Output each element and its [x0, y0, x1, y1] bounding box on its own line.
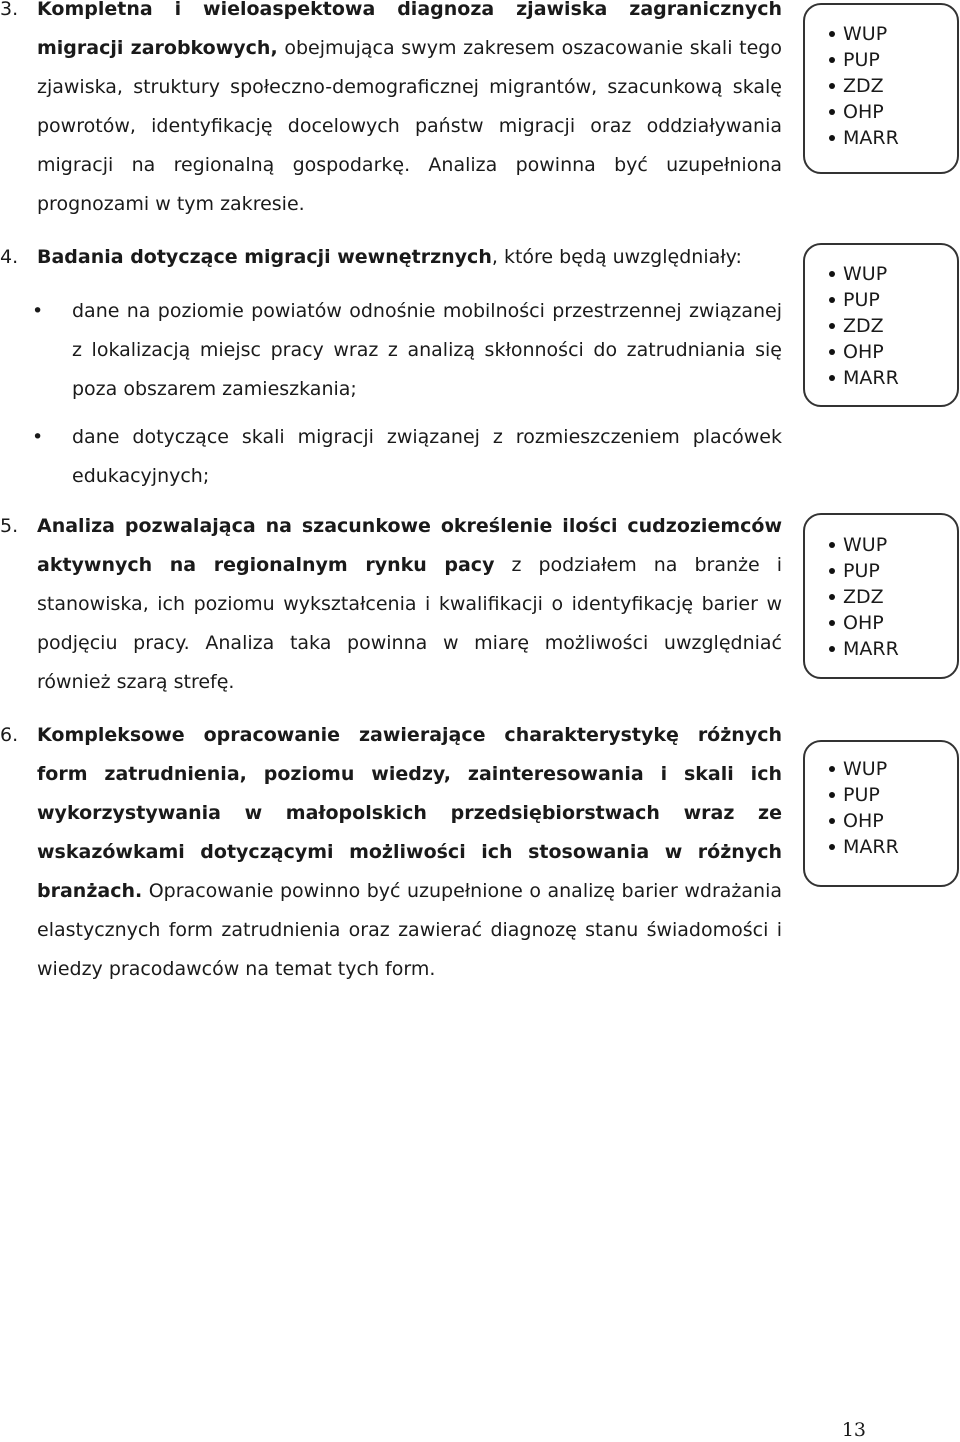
- institution-item: WUP: [805, 261, 957, 287]
- item-text: [37, 238, 782, 277]
- item-description: z podziałem na branże i stanowiska, ich poziomu wykształcenia i kwalifikacji o identyfikację barier w podjęciu pracy. Analiza taka powinna w miarę możliwości uwzględniać również szarą strefę.: [37, 554, 782, 693]
- bullet-icon: •: [32, 426, 44, 448]
- institution-item: WUP: [805, 21, 957, 47]
- item-heading: Badania dotyczące migracji wewnętrznych: [37, 246, 492, 268]
- institution-item: WUP: [805, 532, 957, 558]
- institution-item: PUP: [805, 47, 957, 73]
- institution-item: OHP: [805, 99, 957, 125]
- bullet-text: dane na poziomie powiatów odnośnie mobilności przestrzennej związanej z lokalizacją miejsc pracy wraz z analizą skłonności do zatrudniania się poza obszarem zamieszkania;: [72, 300, 782, 400]
- item-description: Opracowanie powinno być uzupełnione o analizę barier wdrażania elastycznych form zatrudnienia oraz zawierać diagnozę stanu świadomości i wiedzy pracodawców na temat tych form.: [37, 880, 782, 980]
- institution-item: OHP: [805, 808, 957, 834]
- item-number: 4.: [0, 246, 19, 268]
- item-text: [37, 507, 782, 702]
- page-number: 13: [841, 1419, 866, 1441]
- institution-item: OHP: [805, 339, 957, 365]
- item-text: [37, 0, 782, 224]
- bullet-text: dane dotyczące skali migracji związanej z rozmieszczeniem placówek edukacyjnych;: [72, 426, 782, 487]
- item-number: 3.: [0, 0, 19, 20]
- institution-item: PUP: [805, 558, 957, 584]
- item-heading: Analiza pozwalająca na szacunkowe określenie ilości cudzoziemców aktywnych na regionalnym rynku pacy: [37, 515, 782, 576]
- institution-item: MARR: [805, 365, 957, 391]
- institution-item: WUP: [805, 756, 957, 782]
- item-description: , które będą uwzględniały:: [491, 246, 742, 268]
- item-text: [37, 716, 782, 989]
- institution-item: MARR: [805, 636, 957, 662]
- institution-item: OHP: [805, 610, 957, 636]
- item-number: 5.: [0, 515, 19, 537]
- institution-item: ZDZ: [805, 313, 957, 339]
- institution-item: ZDZ: [805, 584, 957, 610]
- institution-item: PUP: [805, 782, 957, 808]
- institution-item: MARR: [805, 125, 957, 151]
- institutions-box-6: [803, 740, 959, 887]
- institution-item: PUP: [805, 287, 957, 313]
- institutions-box-5: [803, 513, 959, 679]
- institution-item: MARR: [805, 834, 957, 860]
- list-item-4: [0, 238, 790, 278]
- bullet-icon: •: [32, 300, 44, 322]
- item-heading: Kompletna i wieloaspektowa diagnoza zjawiska zagranicznych migracji zarobkowych,: [37, 0, 782, 59]
- item-description: obejmująca swym zakresem oszacowanie skali tego zjawiska, struktury społeczno-demograficznej migrantów, szacunkową skalę powrotów, identyfikację docelowych państw migracji oraz oddziaływania migracji na regionalną gospodarkę. Analiza powinna być uzupełniona prognozami w tym zakresie.: [37, 37, 782, 215]
- institutions-box-4: [803, 243, 959, 407]
- institutions-box-3: [803, 3, 959, 174]
- item-heading: Kompleksowe opracowanie zawierające charakterystykę różnych form zatrudnienia, poziomu wiedzy, zainteresowania i skali ich wykorzystywania w małopolskich przedsiębiorstwach wraz ze wskazówkami dotyczącymi możliwości ich stosowania w różnych branżach.: [37, 724, 782, 902]
- institution-item: ZDZ: [805, 73, 957, 99]
- item-number: 6.: [0, 724, 19, 746]
